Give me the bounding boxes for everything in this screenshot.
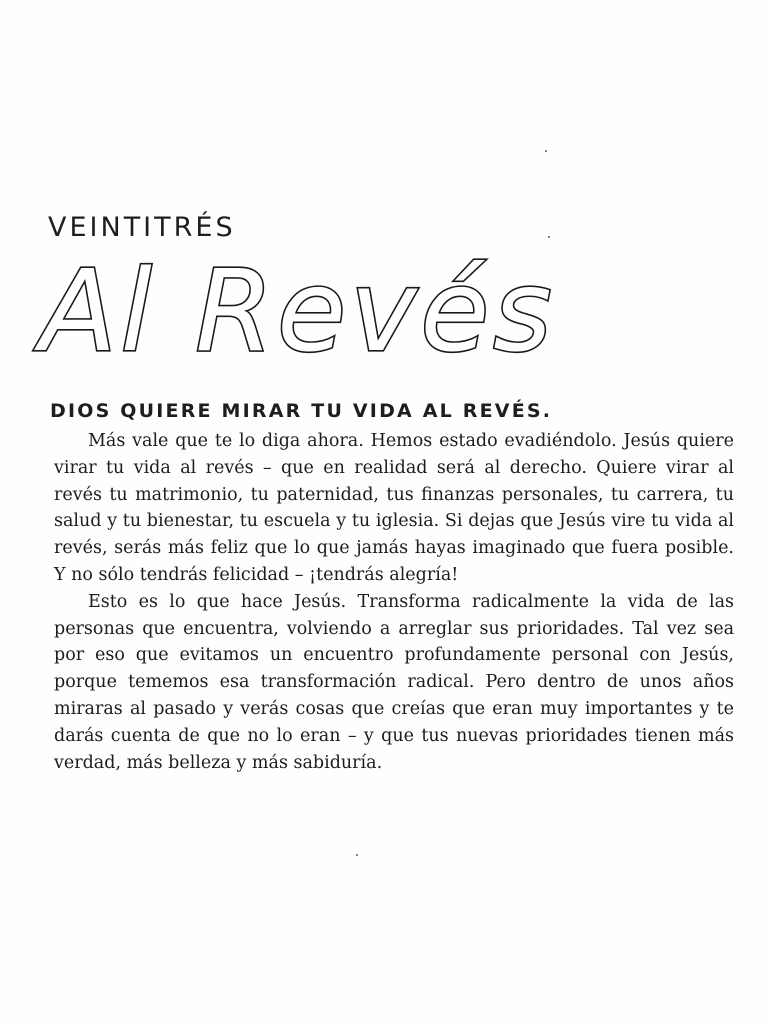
- paragraph: Más vale que te lo diga ahora. Hemos estado evadiéndolo. Jesús quiere virar tu vida al revés – que en realidad será al derecho. Quiere virar al revés tu matrimonio, tu paternidad, tus finanzas personales, tu carrera, tu salud y tu bienestar, tu escuela y tu iglesia. Si dejas que Jesús vire tu vida al revés, serás más feliz que lo que jamás hayas imaginado que fuera posible. Y no sólo tendrás felicidad – ¡tendrás alegría!: [54, 431, 734, 585]
- print-speck: [548, 236, 550, 238]
- chapter-subtitle: DIOS QUIERE MIRAR TU VIDA AL REVÉS.: [50, 400, 553, 422]
- print-speck: [545, 150, 547, 152]
- chapter-number: VEINTITRÉS: [48, 212, 236, 243]
- paragraph: Esto es lo que hace Jesús. Transforma radicalmente la vida de las personas que encuentra, volviendo a arreglar sus prioridades. Tal vez sea por eso que evitamos un encuentro profundamente personal con Jesús, porque tememos esa transformación radical. Pero dentro de unos años miraras al pasado y verás cosas que creías que eran muy importantes y te darás cuenta de que no lo eran – y que tus nuevas prioridades tienen más verdad, más belleza y más sabiduría.: [54, 591, 734, 773]
- chapter-title-graphic: [36, 247, 556, 377]
- print-speck: [356, 854, 358, 856]
- chapter-title-text: Al Revés: [40, 247, 556, 377]
- chapter-title: [36, 247, 556, 377]
- body-text: [54, 428, 734, 776]
